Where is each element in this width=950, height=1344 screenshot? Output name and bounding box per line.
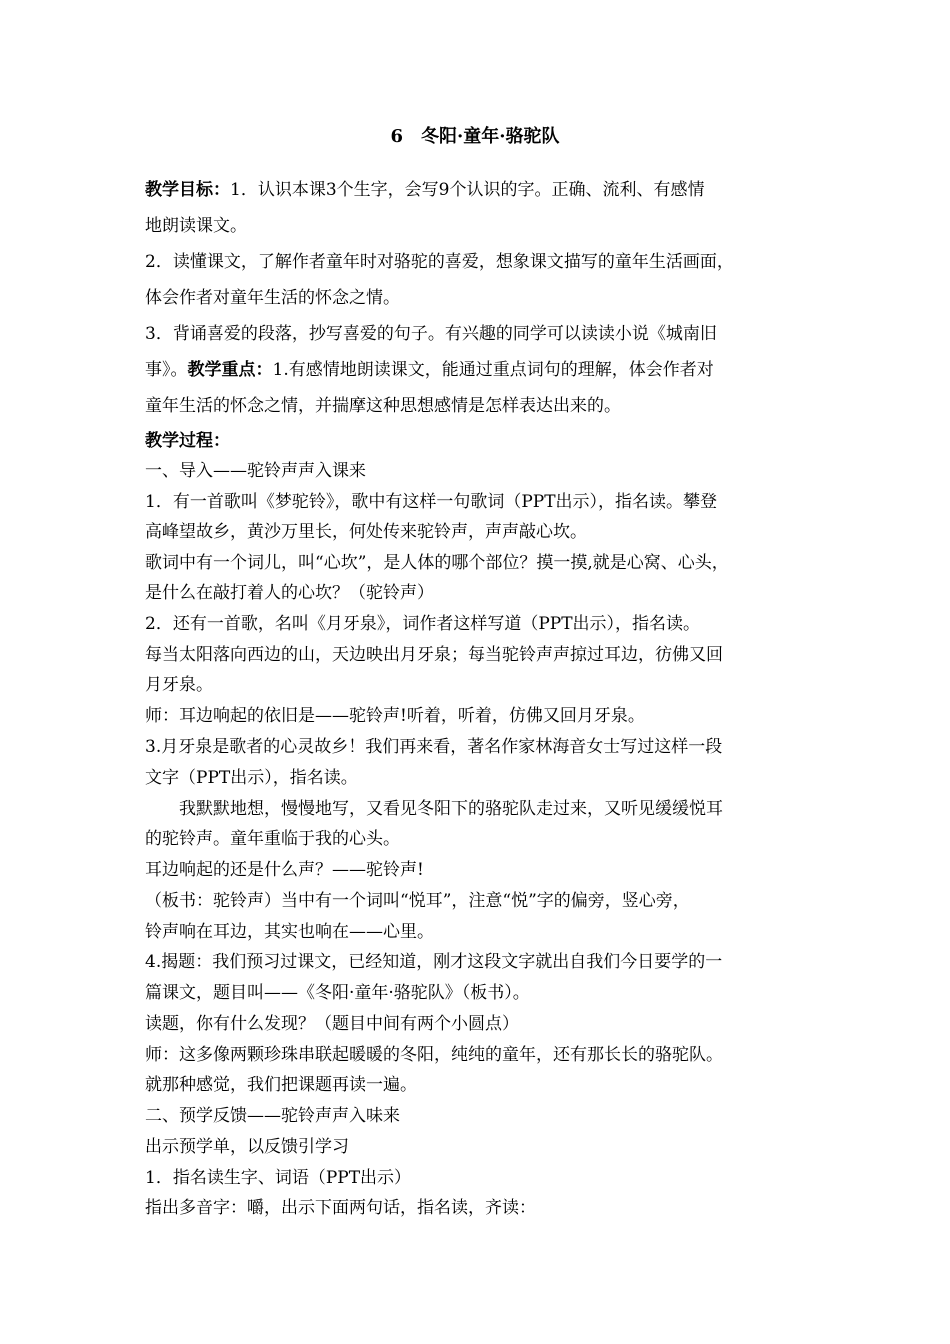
process-line: 的驼铃声。童年重临于我的心头。 [145, 829, 400, 849]
process-line: 每当太阳落向西边的山，天边映出月牙泉；每当驼铃声声掠过耳边，彷佛又回 [145, 645, 723, 665]
process-line: 2．还有一首歌，名叫《月牙泉》，词作者这样写道（PPT出示），指名读。 [145, 614, 701, 634]
process-line: 篇课文，题目叫——《冬阳·童年·骆驼队》（板书）。 [145, 983, 530, 1003]
objectives-line-6 [145, 358, 714, 382]
objectives-line-2: 地朗读课文。 [145, 216, 247, 236]
objectives-line-5: 3．背诵喜爱的段落，抄写喜爱的句子。有兴趣的同学可以读读小说《城南旧 [145, 324, 717, 344]
objectives-text-6a: 事》。 [145, 360, 188, 380]
process-line: 月牙泉。 [145, 675, 213, 695]
objectives-line-3: 2．读懂课文，了解作者童年时对骆驼的喜爱，想象课文描写的童年生活画面， [145, 252, 734, 272]
process-line: 读题，你有什么发现？（题目中间有两个小圆点） [145, 1014, 519, 1034]
objectives-line-7: 童年生活的怀念之情，并揣摩这种思想感情是怎样表达出来的。 [145, 396, 621, 416]
process-line: 文字（PPT出示），指名读。 [145, 768, 358, 788]
process-line: 1．指名读生字、词语（PPT出示） [145, 1168, 412, 1188]
process-line: 我默默地想，慢慢地写，又看见冬阳下的骆驼队走过来，又听见缓缓悦耳 [145, 799, 723, 819]
process-line: 4.揭题：我们预习过课文，已经知道，刚才这段文字就出自我们今日要学的一 [145, 952, 723, 972]
process-line: 就那种感觉，我们把课题再读一遍。 [145, 1075, 417, 1095]
process-line: 师：耳边响起的依旧是——驼铃声!听着，听着，仿佛又回月牙泉。 [145, 706, 645, 726]
document-title: 6 冬阳·童年·骆驼队 [390, 126, 560, 147]
objectives-text-6b: 1.有感情地朗读课文，能通过重点词句的理解，体会作者对 [272, 360, 714, 380]
process-line: （板书：驼铃声）当中有一个词叫“悦耳”，注意“悦”字的偏旁，竖心旁， [145, 891, 690, 911]
process-line: 高峰望故乡，黄沙万里长，何处传来驼铃声，声声敲心坎。 [145, 522, 587, 542]
process-line: 是什么在敲打着人的心坎？（驼铃声） [145, 583, 434, 603]
objectives-line-4: 体会作者对童年生活的怀念之情。 [145, 288, 400, 308]
process-line: 铃声响在耳边，其实也响在——心里。 [145, 922, 434, 942]
key-points-label: 教学重点： [187, 360, 273, 380]
process-line: 1．有一首歌叫《梦驼铃》，歌中有这样一句歌词（PPT出示），指名读。攀登 [145, 492, 718, 512]
process-line: 二、预学反馈——驼铃声声入味来 [145, 1106, 400, 1126]
process-line: 歌词中有一个词儿，叫“心坎”，是人体的哪个部位？摸一摸,就是心窝、心头， [145, 553, 729, 573]
objectives-label: 教学目标： [145, 180, 230, 200]
process-line: 师：这多像两颗珍珠串联起暖暖的冬阳，纯纯的童年，还有那长长的骆驼队。 [145, 1045, 723, 1065]
process-line: 一、导入——驼铃声声入课来 [145, 461, 366, 481]
objectives-line-1 [145, 178, 704, 202]
objectives-text-1: 1．认识本课3个生字，会写9个认识的字。正确、流利、有感情 [230, 180, 705, 200]
process-line: 出示预学单，以反馈引学习 [145, 1137, 349, 1157]
process-line: 3.月牙泉是歌者的心灵故乡！我们再来看，著名作家林海音女士写过这样一段 [145, 737, 723, 757]
process-label: 教学过程： [145, 431, 230, 451]
process-line: 指出多音字：嚼，出示下面两句话，指名读，齐读： [145, 1198, 536, 1218]
process-line: 耳边响起的还是什么声？——驼铃声! [145, 860, 424, 880]
